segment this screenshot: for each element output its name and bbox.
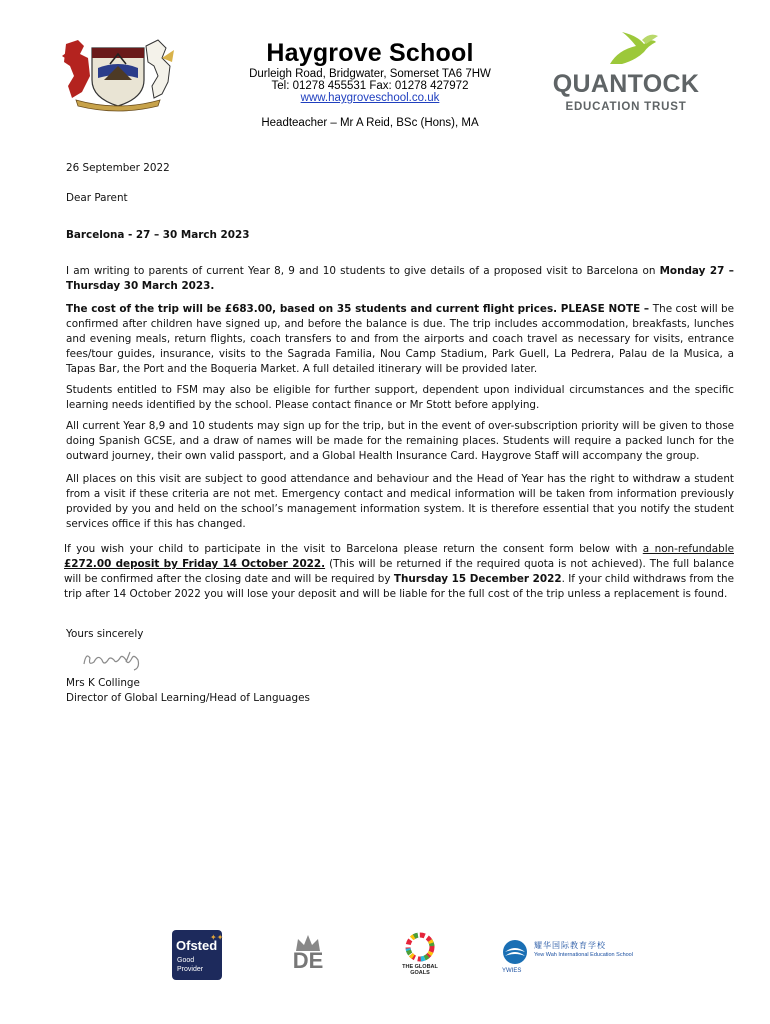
- signer-title: Director of Global Learning/Head of Languages: [66, 692, 310, 704]
- ywies-logo: [500, 938, 650, 980]
- withdrawal-note: . If your child withdraws from the trip after 14 October 2022 you will lose your deposit and will be liable for the full cost of the trip unless a replacement is found.: [64, 573, 734, 600]
- ywies-chinese-name: 耀华国际教育学校: [534, 941, 606, 950]
- signer-name: Mrs K Collinge: [66, 677, 140, 689]
- paragraph-deposit: [64, 542, 734, 602]
- deposit-amount-date: £272.00 deposit by Friday 14 October 2022.: [64, 558, 326, 570]
- trust-name: QUANTOCK: [552, 70, 700, 98]
- ofsted-logo: [172, 930, 222, 980]
- paragraph-fsm: Students entitled to FSM may also be eligible for further support, dependent upon individual circumstances and the specific learning needs identified by the school. Please contact finance or Mr Stott before applying.: [66, 384, 734, 411]
- headteacher-line: Headteacher – Mr A Reid, BSc (Hons), MA: [261, 117, 479, 129]
- paragraph-intro: [66, 264, 734, 294]
- goals-wheel-icon: [396, 932, 444, 962]
- ywies-english-name: Yew Wah International Education School: [534, 952, 633, 958]
- ofsted-sub2: Provider: [177, 966, 204, 973]
- letter-closing: Yours sincerely: [66, 628, 144, 640]
- bird-icon: [552, 30, 700, 70]
- school-phone-fax: Tel: 01278 455531 Fax: 01278 427972: [271, 80, 469, 92]
- intro-text: I am writing to parents of current Year 8, 9 and 10 students to give details of a proposed visit to Barcelona on: [66, 265, 660, 277]
- paragraph-conditions: All places on this visit are subject to good attendance and behaviour and the Head of Year has the right to withdraw a student from a visit if these criteria are not met. Emergency contact and medical information will be taken from information previously provided by you and held on the school’s management information system. It is therefore essential that you notify the student services office if this has changed.: [66, 473, 734, 530]
- letterhead-block: [230, 38, 510, 104]
- letter-subject: Barcelona - 27 – 30 March 2023: [66, 229, 250, 241]
- letter-salutation: Dear Parent: [66, 192, 128, 204]
- deposit-quota-note: (This will be returned if the required quota is not achieved). The full balance will be confirmed after the closing date and will be required by: [64, 558, 734, 585]
- school-address: Durleigh Road, Bridgwater, Somerset TA6 7HW: [249, 68, 491, 80]
- signature-image: [80, 644, 150, 674]
- paragraph-eligibility: All current Year 8,9 and 10 students may sign up for the trip, but in the event of over-subscription priority will be given to those doing Spanish GCSE, and a draw of names will be made for the remaining places. Students will require a packed lunch for the outward journey, their own valid passport, and a Global Health Insurance Card. Haygrove Staff will accompany the group.: [66, 420, 734, 462]
- cost-details: The cost will be confirmed after children have signed up, and before the balance is due. The trip includes accommodation, breakfasts, lunches and evening meals, return flights, coach transfers to and from the airports and coach travel as necessary for visits, entrance fees/tour guides, insurance, visits to the Sagrada Familia, Nou Camp Stadium, Park Guell, La Pedrera, Palau de la Musica, a Tapas Bar, the Port and the Boqueria Market. A full detailed itinerary will be provided later.: [66, 303, 734, 375]
- deposit-nonrefundable: a non-refundable: [642, 543, 734, 555]
- ywies-emblem-icon: [500, 938, 530, 966]
- ywies-abbr: YWIES: [502, 968, 522, 974]
- intro-dates: Monday 27 – Thursday 30 March 2023.: [66, 265, 735, 292]
- trust-subtitle: EDUCATION TRUST: [565, 101, 687, 113]
- school-website-link[interactable]: www.haygroveschool.co.uk: [300, 92, 440, 104]
- global-goals-logo: [396, 932, 444, 978]
- letter-date: 26 September 2022: [66, 162, 170, 174]
- cost-headline: The cost of the trip will be £683.00, based on 35 students and current flight prices. PLEASE NOTE –: [66, 303, 653, 315]
- goals-text: THE GLOBAL GOALS: [402, 964, 438, 976]
- paragraph-cost: [66, 302, 734, 377]
- balance-due-date: Thursday 15 December 2022: [393, 573, 562, 585]
- ofsted-title: Ofsted: [176, 938, 218, 953]
- school-name: Haygrove School: [266, 39, 474, 67]
- dofe-logo: [288, 933, 328, 975]
- ofsted-stars-icon: ✦✦: [210, 933, 224, 942]
- school-crest-logo: [58, 36, 178, 112]
- deposit-intro: If you wish your child to participate in the visit to Barcelona please return the consent form below with: [64, 543, 643, 555]
- dofe-letters: DE: [292, 948, 324, 973]
- quantock-trust-logo: [552, 30, 700, 118]
- ofsted-sub1: Good: [177, 957, 195, 964]
